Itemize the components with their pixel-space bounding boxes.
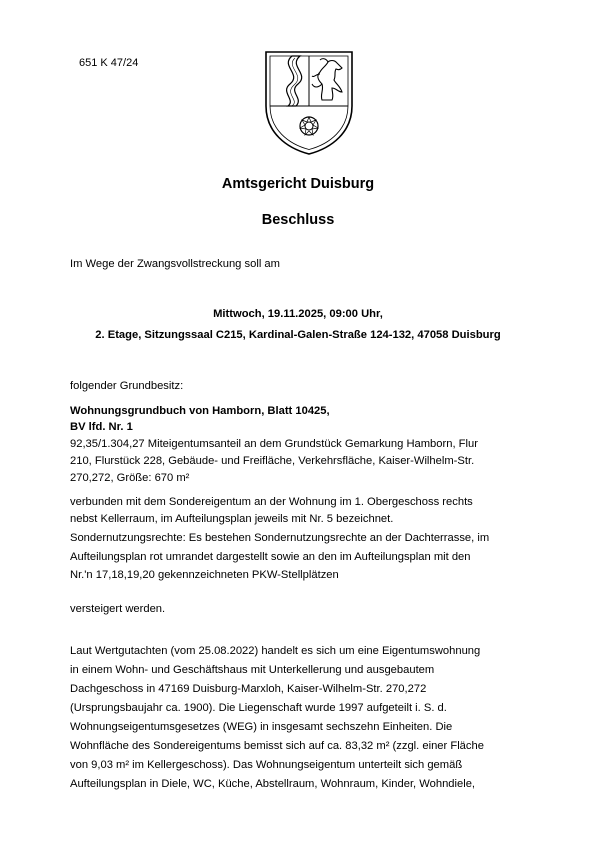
property-line: 210, Flurstück 228, Gebäude- und Freifläche, Verkehrsfläche, Kaiser-Wilhelm-Str. [70, 455, 475, 467]
appraisal-line: Laut Wertgutachten (vom 25.08.2022) handelt es sich um eine Eigentumswohnung [70, 645, 481, 657]
property-line: Nr.'n 17,18,19,20 gekennzeichneten PKW-Stellplätzen [70, 569, 339, 581]
case-number: 651 K 47/24 [79, 57, 139, 69]
appraisal-line: Wohnungseigentumsgesetzes (WEG) in insgesamt sechszehn Einheiten. Die [70, 721, 453, 733]
land-register-heading: Wohnungsgrundbuch von Hamborn, Blatt 10425, [70, 405, 330, 417]
land-register-entry: BV lfd. Nr. 1 [70, 421, 133, 433]
nrw-coat-of-arms-icon [262, 48, 356, 156]
appointment-date: Mittwoch, 19.11.2025, 09:00 Uhr, [213, 308, 383, 320]
property-line: 270,272, Größe: 670 m² [70, 472, 190, 484]
auction-statement: versteigert werden. [70, 603, 166, 615]
property-line: Sondernutzungsrechte: Es bestehen Sondernutzungsrechte an der Dachterrasse, im [70, 532, 490, 544]
appointment-location: 2. Etage, Sitzungssaal C215, Kardinal-Galen-Straße 124-132, 47058 Duisburg [95, 329, 501, 341]
appraisal-line: von 9,03 m² im Kellergeschoss). Das Wohnungseigentum unterteilt sich gemäß [70, 759, 463, 771]
property-intro: folgender Grundbesitz: [70, 380, 184, 392]
appraisal-line: Dachgeschoss in 47169 Duisburg-Marxloh, Kaiser-Wilhelm-Str. 270,272 [70, 683, 427, 695]
appraisal-line: Aufteilungsplan in Diele, WC, Küche, Abstellraum, Wohnraum, Kinder, Wohndiele, [70, 778, 476, 790]
property-line: verbunden mit dem Sondereigentum an der Wohnung im 1. Obergeschoss rechts [70, 496, 473, 508]
appraisal-line: Wohnfläche des Sondereigentums bemisst sich auf ca. 83,32 m² (zzgl. einer Fläche [70, 740, 484, 752]
appraisal-line: (Ursprungsbaujahr ca. 1900). Die Liegenschaft wurde 1997 aufgeteilt i. S. d. [70, 702, 447, 714]
property-line: nebst Kellerraum, im Aufteilungsplan jeweils mit Nr. 5 bezeichnet. [70, 513, 394, 525]
appraisal-line: in einem Wohn- und Geschäftshaus mit Unterkellerung und ausgebautem [70, 664, 435, 676]
property-line: Aufteilungsplan rot umrandet dargestellt sowie an den im Aufteilungsplan mit den [70, 551, 471, 563]
intro-text: Im Wege der Zwangsvollstreckung soll am [70, 258, 280, 270]
document-title: Beschluss [261, 212, 335, 228]
court-name: Amtsgericht Duisburg [221, 176, 375, 192]
property-line: 92,35/1.304,27 Miteigentumsanteil an dem Grundstück Gemarkung Hamborn, Flur [70, 438, 478, 450]
